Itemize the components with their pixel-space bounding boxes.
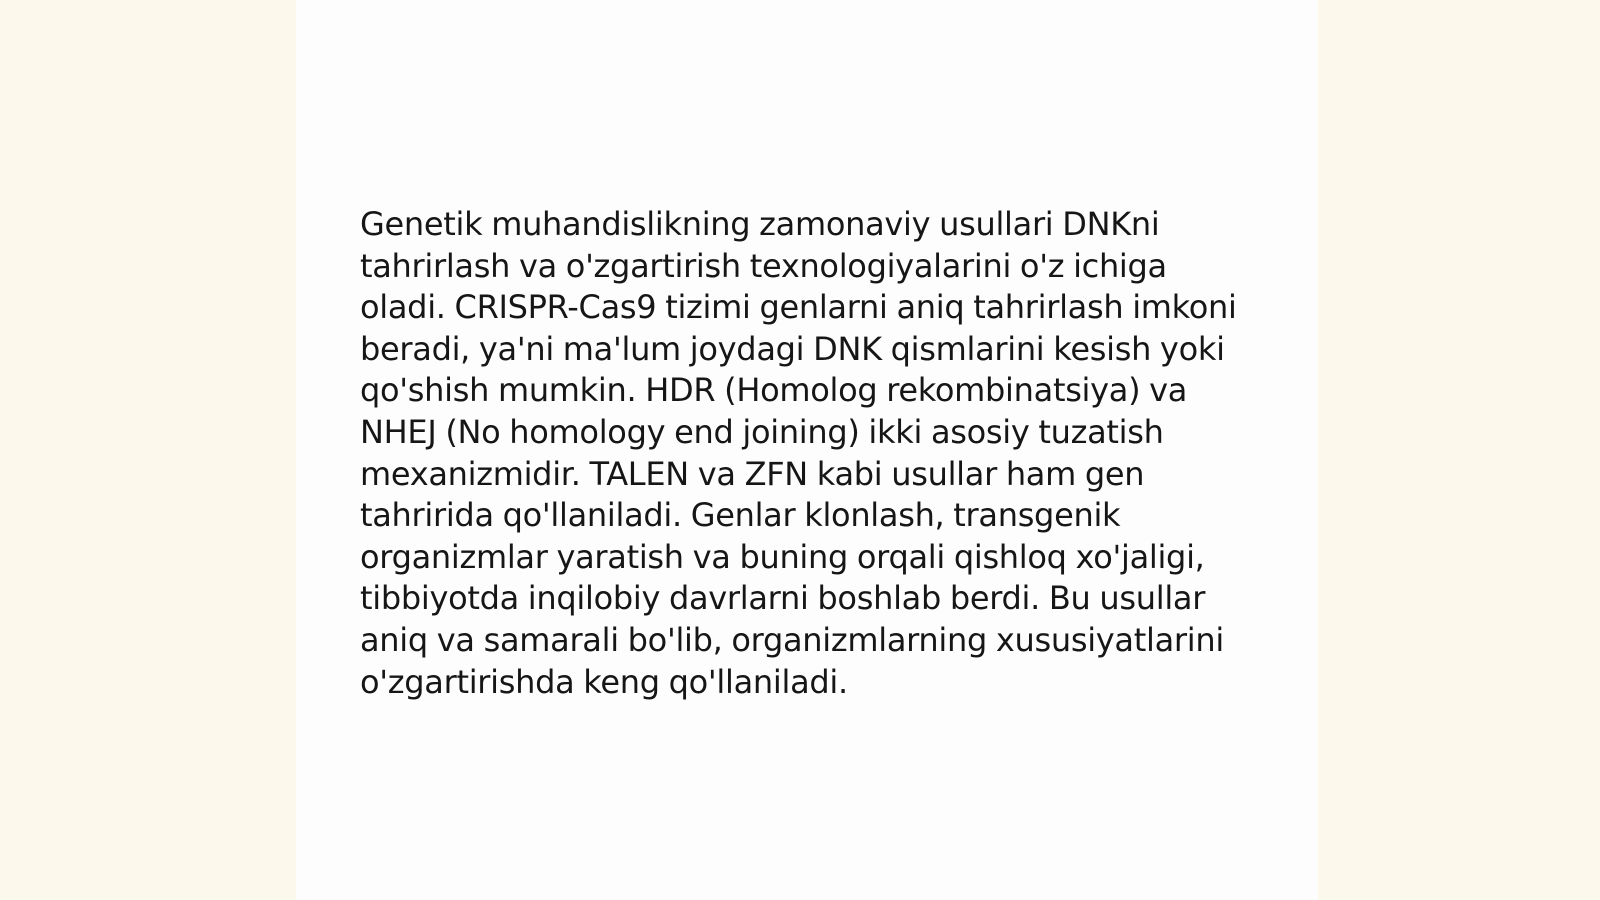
- slide-body-text: Genetik muhandislikning zamonaviy usullari DNKni tahrirlash va o'zgartirish texnologiyalarini o'z ichiga oladi. CRISPR-Cas9 tizimi genlarni aniq tahrirlash imkoni beradi, ya'ni ma'lum joydagi DNK qismlarini kesish yoki qo'shish mumkin. HDR (Homolog rekombinatsiya) va NHEJ (No homology end joining) ikki asosiy tuzatish mexanizmidir. TALEN va ZFN kabi usullar ham gen tahririda qo'llaniladi. Genlar klonlash, transgenik organizmlar yaratish va buning orqali qishloq xo'jaligi, tibbiyotda inqilobiy davrlarni boshlab berdi. Bu usullar aniq va samarali bo'lib, organizmlarning xususiyatlarini o'zgartirishda keng qo'llaniladi.: [360, 205, 1237, 701]
- slide: [296, 0, 1318, 900]
- left-margin: [0, 0, 296, 900]
- right-margin: [1318, 0, 1600, 900]
